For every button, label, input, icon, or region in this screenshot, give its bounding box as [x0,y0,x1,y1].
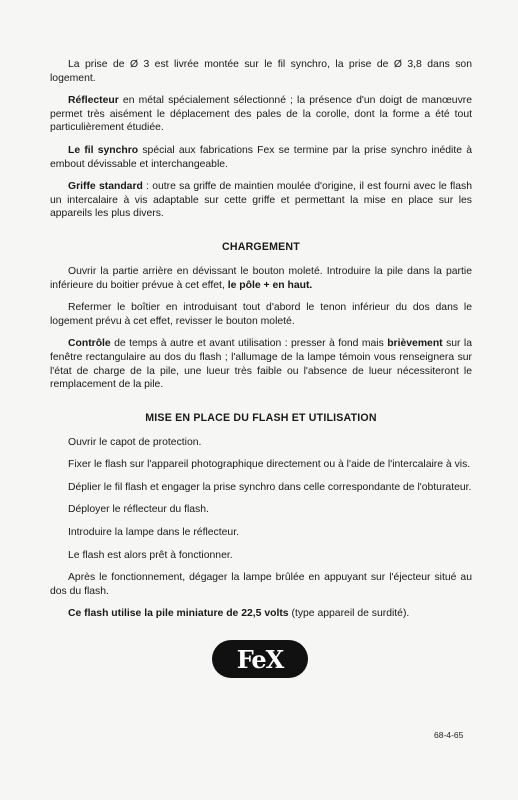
shoe-text: : outre sa griffe de maintien moulée d'origine, il est fourni avec le flash un intercalaire à vis adaptable sur cette griffe et permettant la mise en place sur les appareils les plus divers. [50,181,472,220]
battery-type-rest: (type appareil de surdité). [288,608,410,620]
sync-cable-text: spécial aux fabrications Fex se termine par la prise synchro inédite à embout dévissable et interchangeable. [50,144,472,170]
shoe-lead: Griffe standard [68,181,143,193]
section-title-mise-en-place: MISE EN PLACE DU FLASH ET UTILISATION [145,411,377,424]
step-item: Déployer le réflecteur du flash. [68,504,209,516]
check-bold: brièvement [387,338,443,350]
reflector-lead: Réflecteur [68,95,119,107]
step-item: Fixer le flash sur l'appareil photographique directement ou à l'aide de l'intercalaire à vis. [68,459,471,471]
text-column [50,58,472,630]
step-item: Déplier le fil flash et engager la prise synchro dans celle correspondante de l'obturateur. [68,481,472,493]
document-code: 68-4-65 [434,730,464,740]
battery-type-bold: Ce flash utilise la pile miniature de 22,5 volts [68,608,289,620]
sync-cable-lead: Le fil synchro [68,144,139,156]
fex-logo-text: FeX [236,644,284,674]
battery-type-note [50,607,472,621]
battery-text: Ouvrir la partie arrière en dévissant le bouton moleté. Introduire la pile dans la partie inférieure du boitier prévue à cet effet, [50,265,472,291]
step-item: Introduire la lampe dans le réflecteur. [68,527,239,539]
step-item: Ouvrir le capot de protection. [68,436,202,448]
intro-paragraph-reflector [50,94,472,135]
fex-logo [212,640,308,678]
chargement-paragraph-check [50,337,472,391]
chargement-paragraph-battery [50,265,472,292]
section-title-chargement: CHARGEMENT [222,240,300,253]
chargement-paragraph-close: Refermer le boîtier en introduisant tout d'abord le tenon inférieur du dos dans le logement prévu à cet effet, revisser le bouton moleté. [50,302,472,327]
check-text: de temps à autre et avant utilisation : presser à fond mais [110,338,388,350]
intro-paragraph-plug: La prise de Ø 3 est livrée montée sur le fil synchro, la prise de Ø 3,8 dans son logement. [50,59,472,84]
check-lead: Contrôle [68,338,111,350]
battery-polarity: le pôle + en haut. [227,279,313,291]
reflector-text: en métal spécialement sélectionné ; la présence d'un doigt de manœuvre permet très aisément le déplacement des pales de la corolle, dont la forme a été tout particulièrement étudiée. [50,95,472,134]
intro-paragraph-sync-cable [50,144,472,171]
step-item: Après le fonctionnement, dégager la lampe brûlée en appuyant sur l'éjecteur situé au dos du flash. [50,572,472,597]
step-item: Le flash est alors prêt à fonctionner. [68,549,233,561]
check-rest: sur la fenêtre rectangulaire au dos du flash ; l'allumage de la lampe témoin vous renseignera sur l'état de charge de la pile, une lueur très faible ou l'absence de lueur nécessiteront le remplacement de la pile. [50,338,472,391]
intro-paragraph-shoe [50,180,472,221]
